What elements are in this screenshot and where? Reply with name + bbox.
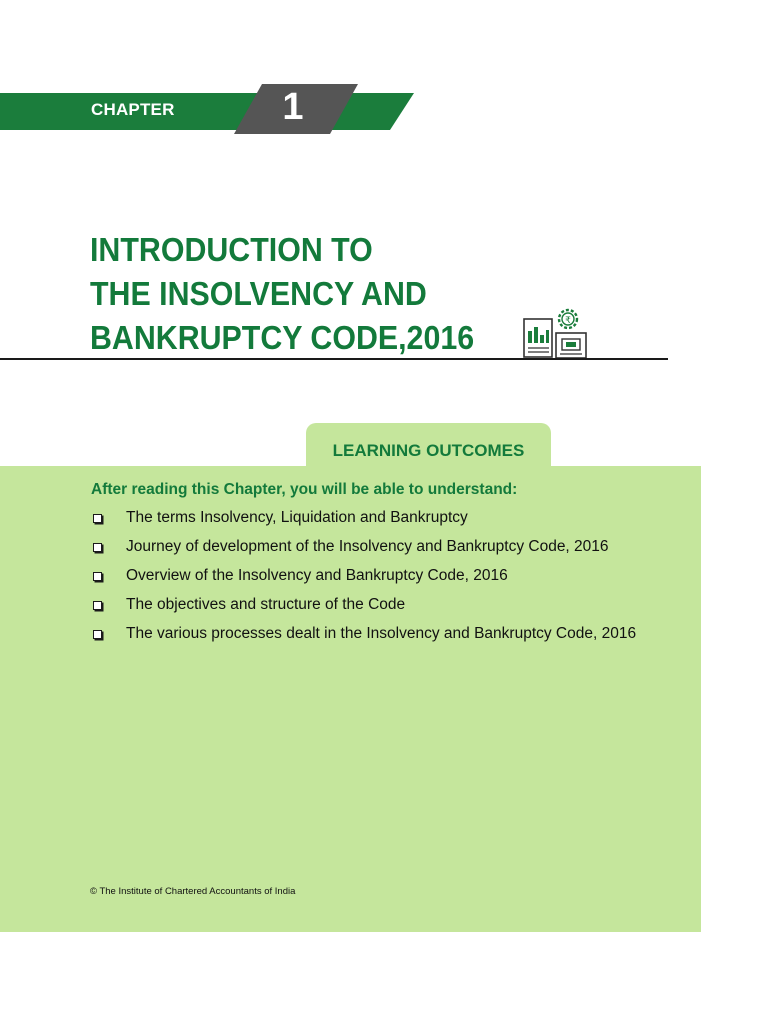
chapter-label: CHAPTER — [91, 100, 175, 119]
learning-outcomes-heading: LEARNING OUTCOMES — [332, 441, 525, 460]
square-bullet-icon — [93, 572, 102, 581]
list-item-text: The objectives and structure of the Code — [126, 596, 406, 613]
list-item-text: The various processes dealt in the Insolvency and Bankruptcy Code, 2016 — [126, 625, 637, 642]
chapter-title-line-2: THE INSOLVENCY AND — [90, 275, 427, 312]
chapter-title-line-3: BANKRUPTCY CODE,2016 — [90, 319, 475, 356]
documents-chart-rupee-gear-icon — [522, 305, 590, 361]
learning-outcomes-tab — [306, 423, 551, 467]
list-item-text: The terms Insolvency, Liquidation and Bankruptcy — [126, 509, 468, 526]
chapter-banner — [0, 84, 420, 134]
square-bullet-icon — [93, 630, 102, 639]
copyright-footer: © The Institute of Chartered Accountants of India — [90, 886, 296, 897]
chapter-banner-green-bar — [0, 93, 414, 130]
list-item-text: Journey of development of the Insolvency and Bankruptcy Code, 2016 — [126, 538, 609, 555]
learning-outcomes-intro: After reading this Chapter, you will be able to understand: — [91, 481, 518, 498]
square-bullet-icon — [93, 601, 102, 610]
list-item-text: Overview of the Insolvency and Bankruptcy Code, 2016 — [126, 567, 508, 584]
square-bullet-icon — [93, 514, 102, 523]
svg-text:₹: ₹ — [565, 316, 571, 326]
chapter-number: 1 — [282, 86, 304, 128]
learning-outcomes-panel — [0, 466, 701, 932]
square-bullet-icon — [93, 543, 102, 552]
chapter-title-line-1: INTRODUCTION TO — [90, 231, 373, 268]
chapter-title — [90, 228, 474, 360]
title-divider — [0, 358, 668, 360]
